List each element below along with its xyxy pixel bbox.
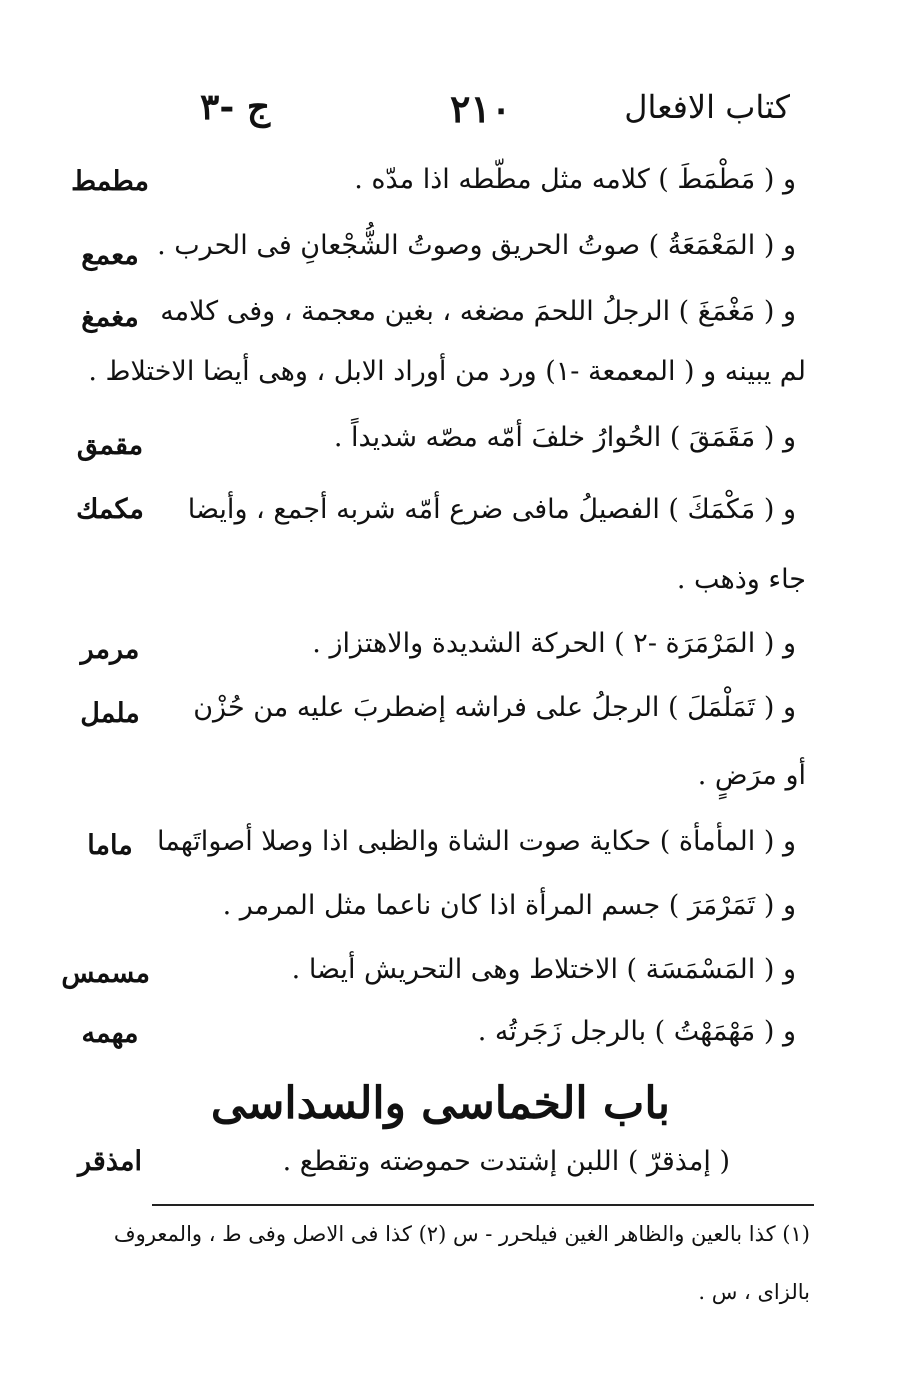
- entry-continuation: [698, 760, 806, 791]
- dictionary-entry: [292, 954, 796, 985]
- dictionary-entry: [223, 890, 796, 921]
- margin-root: معمع: [81, 240, 139, 271]
- entry-text: و ( المَعْمَعَةُ ) صوتُ الحريق وصوتُ الشُّجْعانِ فى الحرب .: [157, 230, 796, 261]
- margin-root: مهمه: [81, 1018, 139, 1049]
- page-header: [150, 78, 790, 138]
- entry-text: و ( مَكْمَكَ ) الفصيلُ مافى ضرع أمّه شربه أجمع ، وأيضا: [187, 494, 796, 525]
- margin-root: مقمق: [76, 430, 144, 461]
- entry-text: و ( تَمَرْمَرَ ) جسم المرأة اذا كان ناعما مثل المرمر .: [222, 890, 796, 921]
- margin-root: ماما: [87, 830, 133, 861]
- footnote-line: بالزاى ، س .: [698, 1280, 810, 1304]
- dictionary-entry: [283, 1146, 730, 1177]
- section-heading: باب الخماسى والسداسى: [210, 1078, 670, 1129]
- entry-text: و ( المَرْمَرَة -٢ ) الحركة الشديدة والاهتزاز .: [312, 628, 796, 659]
- margin-root: مطمط: [71, 166, 149, 197]
- dictionary-entry: [157, 826, 796, 857]
- dictionary-entry: [312, 628, 796, 659]
- entry-continuation: [677, 564, 806, 595]
- margin-root: مسمس: [61, 958, 150, 989]
- entry-text: لم يبينه و ( المعمعة -١) ورد من أوراد الابل ، وهى أيضا الاختلاط .: [88, 356, 806, 387]
- entry-text: و ( مَغْمَغَ ) الرجلُ اللحمَ مضغه ، بغين معجمة ، وفى كلامه: [160, 296, 796, 327]
- page-number: ٢١٠: [450, 86, 512, 131]
- entry-text: و ( مَقَمَقَ ) الحُوارُ خلفَ أمّه مصّه شديداً .: [333, 422, 796, 453]
- volume-label: ج -٣: [200, 86, 271, 128]
- margin-root: ململ: [80, 698, 140, 729]
- entry-text: و ( المَسْمَسَة ) الاختلاط وهى التحريش أيضا .: [291, 954, 796, 985]
- margin-root: مرمر: [80, 634, 140, 665]
- entry-text: و ( مَهْمَهْتُ ) بالرجل زَجَرتُه .: [477, 1016, 796, 1047]
- dictionary-entry: [193, 692, 796, 723]
- dictionary-entry: [354, 164, 796, 195]
- entry-text: و ( تَمَلْمَلَ ) الرجلُ على فراشه إضطربَ عليه من حُزْن: [193, 692, 796, 723]
- entry-text: و ( المأمأة ) حكاية صوت الشاة والظبى اذا وصلا أصواتَهما: [157, 826, 796, 857]
- entry-text: و ( مَطْمَطَ ) كلامه مثل مطّطه اذا مدّه .: [354, 164, 796, 195]
- dictionary-entry: [478, 1016, 796, 1047]
- entry-text: جاء وذهب .: [676, 564, 806, 595]
- dictionary-entry: [157, 230, 796, 261]
- dictionary-entry: [334, 422, 796, 453]
- dictionary-entry: [160, 296, 796, 327]
- dictionary-entry: [188, 494, 796, 525]
- book-title: كتاب الافعال: [624, 88, 790, 126]
- entry-text: ( إمذقرّ ) اللبن إشتدت حموضته وتقطع .: [282, 1146, 730, 1177]
- entry-text: أو مرَضٍ .: [697, 760, 806, 791]
- footnote-line: (١) كذا بالعين والظاهر الغين فيلحرر - س (٢) كذا فى الاصل وفى ط ، والمعروف: [113, 1222, 810, 1246]
- margin-root: امذقر: [78, 1146, 142, 1177]
- margin-root: مكمك: [76, 494, 144, 525]
- entry-continuation: [88, 356, 806, 387]
- footnote-divider: [152, 1204, 814, 1206]
- margin-root: مغمغ: [81, 302, 139, 333]
